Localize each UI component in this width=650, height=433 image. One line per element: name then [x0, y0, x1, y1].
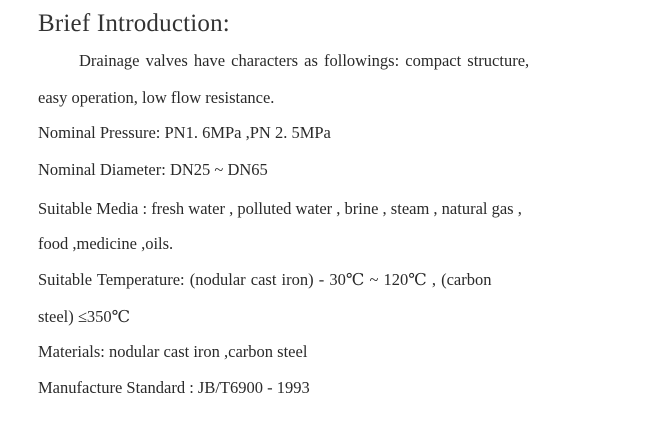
suitable-temperature-line-1: Suitable Temperature: (nodular cast iron) - 30℃ ~ 120℃ , (carbon — [38, 270, 492, 289]
nominal-diameter-line: Nominal Diameter: DN25 ~ DN65 — [38, 160, 268, 179]
intro-paragraph-line-1: Drainage valves have characters as followings: compact structure, — [79, 51, 530, 70]
suitable-temperature-line-2: steel) ≤350℃ — [38, 307, 131, 326]
nominal-pressure-line: Nominal Pressure: PN1. 6MPa ,PN 2. 5MPa — [38, 123, 331, 142]
manufacture-standard-line: Manufacture Standard : JB/T6900 - 1993 — [38, 378, 310, 397]
suitable-media-line-1: Suitable Media : fresh water , polluted water , brine , steam , natural gas , — [38, 199, 522, 218]
document-title: Brief Introduction: — [38, 10, 230, 37]
materials-line: Materials: nodular cast iron ,carbon steel — [38, 342, 308, 361]
intro-paragraph-line-2: easy operation, low flow resistance. — [38, 88, 275, 107]
suitable-media-line-2: food ,medicine ,oils. — [38, 234, 174, 253]
